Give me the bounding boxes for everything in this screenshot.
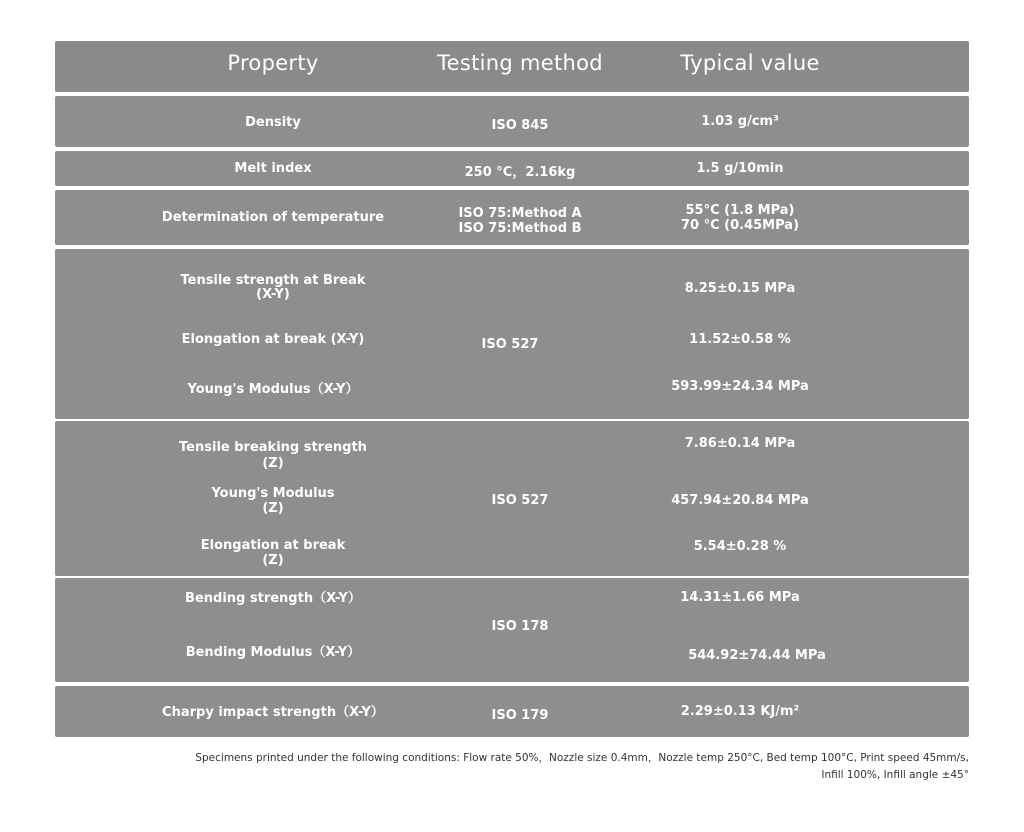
method-iso527-z: ISO 527	[491, 493, 549, 508]
table-header	[55, 41, 969, 92]
row-group-bending	[55, 578, 969, 682]
property-charpy: Charpy impact strength（X-Y）	[162, 705, 384, 720]
method-iso178: ISO 178	[491, 619, 549, 634]
property-temperature: Determination of temperature	[161, 210, 385, 225]
value-melt-index: 1.5 g/10min	[696, 161, 784, 176]
footnote-line-2: Infill 100%, Infill angle ±45°	[821, 769, 969, 781]
row-melt-index	[55, 151, 969, 186]
value-charpy: 2.29±0.13 KJ/m²	[680, 704, 800, 719]
value-elongation-z: 5.54±0.28 %	[693, 539, 787, 554]
value-tensile-z: 7.86±0.14 MPa	[684, 436, 796, 451]
value-density: 1.03 g/cm³	[701, 114, 779, 129]
value-temperature-b: 70 °C (0.45MPa)	[680, 218, 800, 233]
value-tensile-xy: 8.25±0.15 MPa	[684, 281, 796, 296]
property-density: Density	[245, 115, 301, 130]
row-charpy	[55, 686, 969, 737]
value-young-z: 457.94±20.84 MPa	[671, 493, 809, 508]
row-temperature	[55, 190, 969, 245]
method-iso527-xy: ISO 527	[481, 337, 539, 352]
header-typical-value: Typical value	[680, 51, 820, 75]
value-young-xy: 593.99±24.34 MPa	[671, 379, 809, 394]
property-elongation-z: Elongation at break	[200, 538, 346, 553]
specimen-conditions-note	[69, 750, 969, 784]
property-tensile-xy: Tensile strength at Break	[180, 273, 366, 288]
method-iso179: ISO 179	[491, 708, 549, 723]
method-melt-index: 250 °C，2.16kg	[464, 165, 576, 180]
method-temperature-a: ISO 75:Method A	[458, 206, 582, 221]
property-bending-strength: Bending strength（X-Y）	[185, 591, 361, 606]
property-young-z-axis: (Z)	[262, 501, 284, 516]
method-density: ISO 845	[491, 118, 549, 133]
value-bending-modulus: 544.92±74.44 MPa	[688, 648, 826, 663]
property-young-z: Young's Modulus	[211, 486, 335, 501]
value-bending-strength: 14.31±1.66 MPa	[680, 590, 800, 605]
header-testing-method: Testing method	[437, 51, 603, 75]
property-elongation-xy: Elongation at break (X-Y)	[181, 332, 365, 347]
property-tensile-xy-axis: (X-Y)	[256, 287, 290, 302]
footnote-line-1: Specimens printed under the following conditions: Flow rate 50%，Nozzle size 0.4mm，Nozzle temp 250°C, Bed temp 100°C, Print speed 45mm/s,	[195, 752, 969, 764]
value-temperature-a: 55°C (1.8 MPa)	[685, 203, 795, 218]
row-group-xy	[55, 249, 969, 419]
property-tensile-z: Tensile breaking strength	[179, 440, 367, 455]
property-bending-modulus: Bending Modulus（X-Y）	[185, 645, 361, 660]
row-group-z	[55, 421, 969, 576]
method-temperature-b: ISO 75:Method B	[458, 221, 582, 236]
property-young-xy: Young's Modulus（X-Y）	[187, 382, 359, 397]
header-property: Property	[227, 51, 319, 75]
row-density	[55, 96, 969, 147]
property-elongation-z-axis: (Z)	[262, 553, 284, 568]
property-tensile-z-axis: (Z)	[262, 456, 284, 471]
property-melt-index: Melt index	[234, 161, 312, 176]
value-elongation-xy: 11.52±0.58 %	[689, 332, 791, 347]
